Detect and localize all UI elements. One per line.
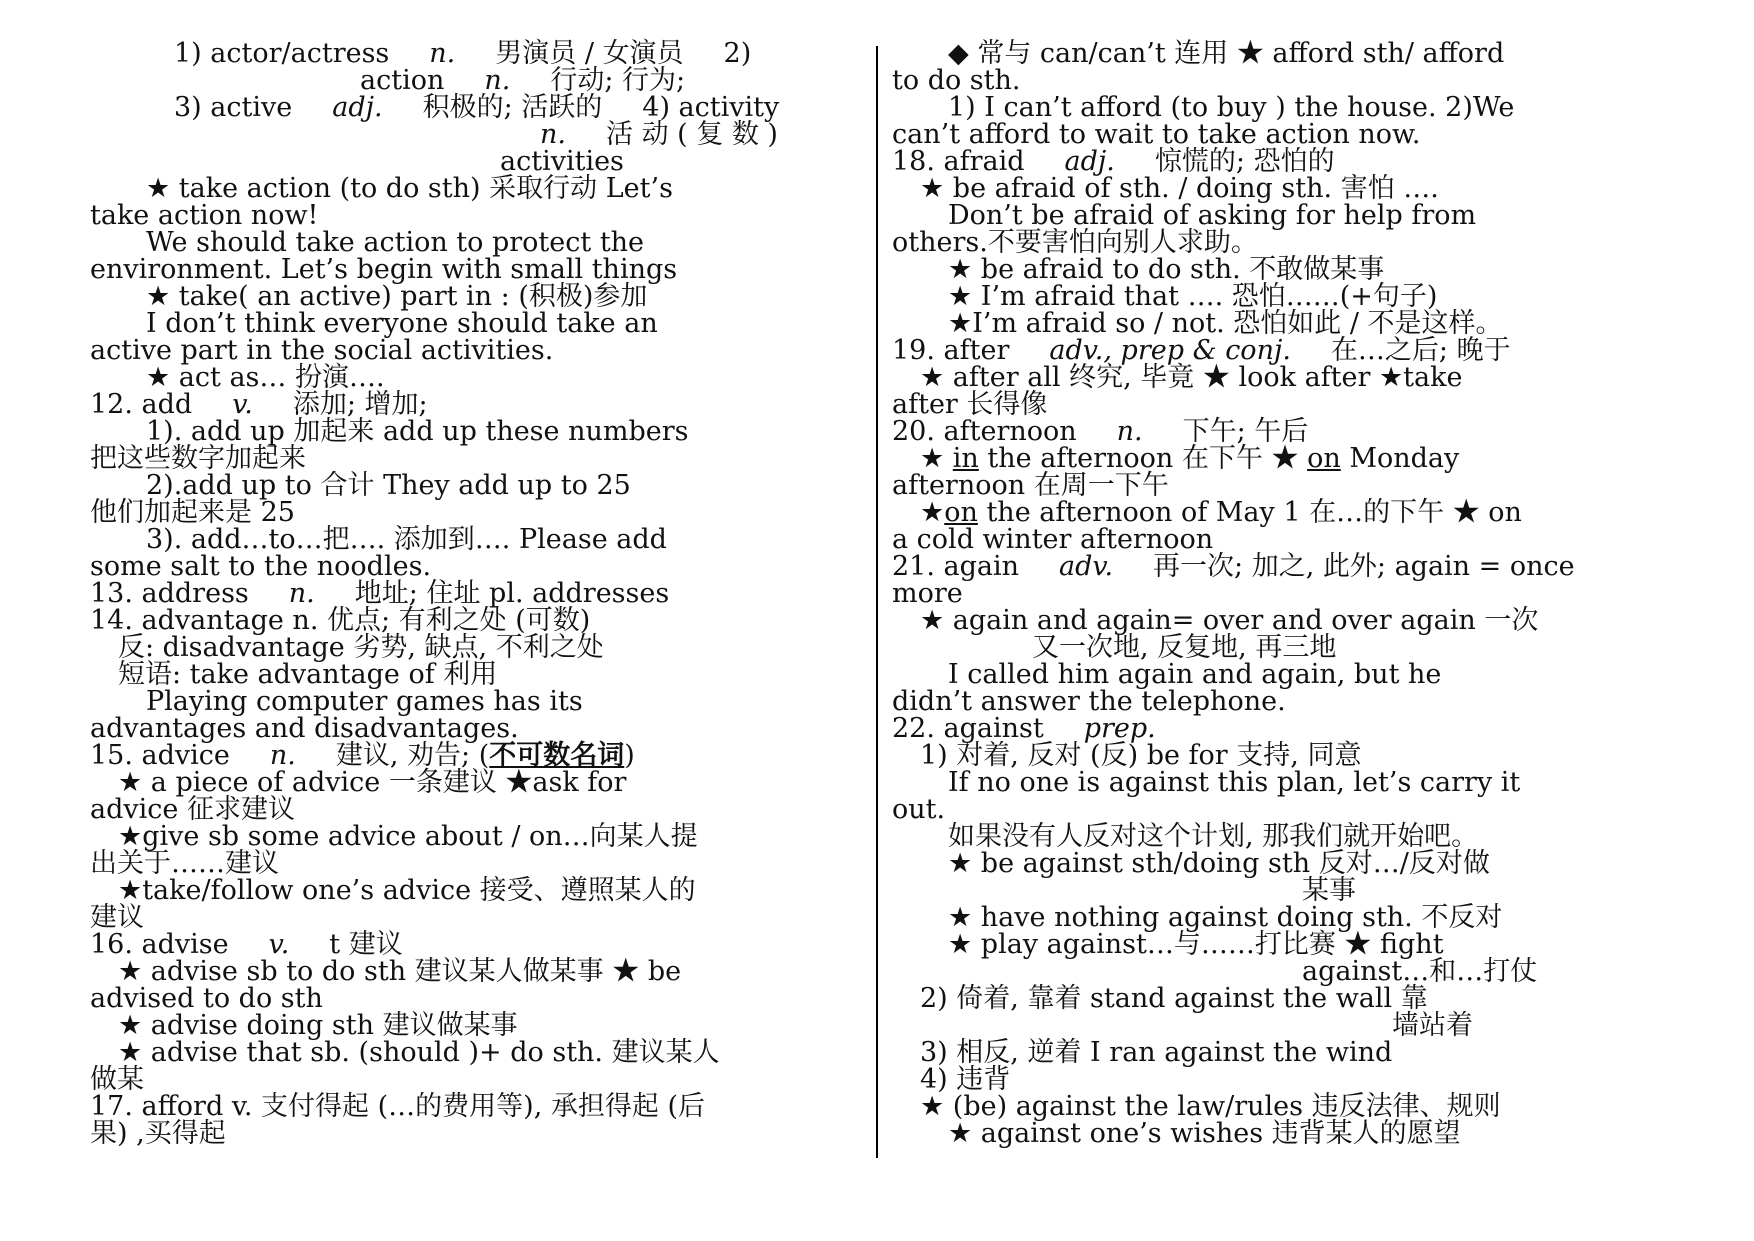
text-segment: 添加; 增加; [292, 389, 428, 420]
text-segment: 积极的; 活跃的 [422, 92, 603, 123]
text-segment: ★ (be) against the law/rules 违反法律、规则 [920, 1091, 1501, 1122]
right-line [892, 472, 1664, 499]
text-segment: 18. afraid [892, 146, 1025, 177]
right-line [892, 445, 1664, 472]
text-segment: 行动; 行为; [550, 65, 686, 96]
left-line [90, 661, 862, 688]
right-line [892, 985, 1664, 1012]
text-segment: ★ against one’s wishes 违背某人的愿望 [948, 1118, 1461, 1149]
left-line [90, 391, 862, 418]
right-line [892, 364, 1664, 391]
right-line [892, 148, 1664, 175]
right-line [892, 391, 1664, 418]
text-segment: 把这些数字加起来 [90, 443, 306, 474]
text-segment: ◆ 常与 can/can’t 连用 ★ afford sth/ afford [948, 38, 1505, 69]
text-segment: ★I’m afraid so / not. 恐怕如此 / 不是这样。 [948, 308, 1503, 339]
right-line [892, 715, 1664, 742]
text-segment: 再一次; 加之, 此外; again = once [1153, 551, 1575, 582]
right-line [892, 958, 1664, 985]
text-segment: ★ be afraid of sth. / doing sth. 害怕 …. [920, 173, 1439, 204]
right-line [892, 1039, 1664, 1066]
right-line [892, 580, 1664, 607]
text-segment: We should take action to protect the [146, 227, 645, 258]
underlined-preposition: on [944, 497, 978, 528]
right-line [892, 310, 1664, 337]
right-line [892, 256, 1664, 283]
emphasis-label: 不可数名词 [489, 740, 625, 771]
text-segment: Monday [1340, 443, 1460, 474]
part-of-speech: adv., prep & conj. [1049, 335, 1291, 366]
text-segment: I don’t think everyone should take an [146, 308, 658, 339]
left-line [90, 904, 862, 931]
text-segment: 墙站着 [1392, 1010, 1473, 1041]
text-segment: ★ after all 终究, 毕竟 ★ look after ★take [920, 362, 1463, 393]
left-line [90, 715, 862, 742]
left-line [90, 877, 862, 904]
left-line [90, 283, 862, 310]
text-segment: against…和…打仗 [1302, 956, 1538, 987]
left-line [90, 364, 862, 391]
text-segment: If no one is against this plan, let’s carry it [948, 767, 1521, 798]
left-line [90, 1012, 862, 1039]
left-line [90, 742, 862, 769]
left-line [90, 499, 862, 526]
left-line [90, 580, 862, 607]
text-segment: 4) 违背 [920, 1064, 1011, 1095]
right-line [892, 1066, 1664, 1093]
text-segment: 16. advise [90, 929, 229, 960]
text-segment: 3) active [174, 92, 293, 123]
text-segment: I called him again and again, but he [948, 659, 1442, 690]
left-line [90, 985, 862, 1012]
right-line [892, 337, 1664, 364]
text-segment: 地址; 住址 pl. addresses [354, 578, 670, 609]
text-segment: 建议 [90, 902, 144, 933]
text-segment: 2) [723, 38, 752, 69]
left-line [90, 607, 862, 634]
text-segment: ★ advise doing sth 建议做某事 [118, 1010, 518, 1041]
text-segment: 19. after [892, 335, 1010, 366]
text-segment: 4) activity [642, 92, 780, 123]
text-segment: 建议, 劝告; ( [335, 740, 490, 771]
text-segment: to do sth. [892, 65, 1021, 96]
text-segment: 1) 对着, 反对 (反) be for 支持, 同意 [920, 740, 1362, 771]
left-line [90, 229, 862, 256]
column-divider [876, 46, 878, 1158]
left-line [90, 202, 862, 229]
right-line [892, 1093, 1664, 1120]
part-of-speech: n. [484, 65, 511, 96]
text-segment: out. [892, 794, 946, 825]
right-line [892, 634, 1664, 661]
text-segment: ★ advise sb to do sth 建议某人做某事 ★ be [118, 956, 682, 987]
right-line [892, 904, 1664, 931]
text-segment: 2) 倚着, 靠着 stand against the wall 靠 [920, 983, 1428, 1014]
left-line [90, 337, 862, 364]
text-segment: 他们加起来是 25 [90, 497, 295, 528]
underlined-preposition: on [1307, 443, 1341, 474]
text-segment: environment. Let’s begin with small things [90, 254, 678, 285]
text-segment: 3). add…to…把…. 添加到…. Please add [146, 524, 667, 555]
text-segment: 惊慌的; 恐怕的 [1154, 146, 1335, 177]
text-segment: active part in the social activities. [90, 335, 554, 366]
left-line [90, 1093, 862, 1120]
text-segment: 17. afford v. 支付得起 (…的费用等), 承担得起 (后 [90, 1091, 705, 1122]
left-line [90, 769, 862, 796]
right-line [892, 94, 1664, 121]
part-of-speech: n. [288, 578, 315, 609]
left-line [90, 1066, 862, 1093]
text-segment: Playing computer games has its [146, 686, 583, 717]
text-segment: 15. advice [90, 740, 230, 771]
text-segment: 14. advantage n. 优点; 有利之处 (可数) [90, 605, 591, 636]
text-segment: ★ be afraid to do sth. 不敢做某事 [948, 254, 1385, 285]
left-line [90, 67, 862, 94]
left-line [90, 445, 862, 472]
text-segment: didn’t answer the telephone. [892, 686, 1286, 717]
right-line [892, 67, 1664, 94]
left-line [90, 472, 862, 499]
underlined-preposition: in [952, 443, 979, 474]
text-segment: ★ play against…与……打比赛 ★ fight [948, 929, 1444, 960]
part-of-speech: adj. [332, 92, 383, 123]
part-of-speech: n. [540, 119, 566, 150]
text-segment: 做某 [90, 1064, 144, 1095]
text-segment: 男演员 / 女演员 [495, 38, 684, 69]
text-segment: the afternoon 在下午 ★ [978, 443, 1308, 474]
right-line [892, 823, 1664, 850]
text-segment: some salt to the noodles. [90, 551, 432, 582]
part-of-speech: prep. [1083, 713, 1156, 744]
text-segment: ★ [920, 497, 945, 528]
right-line [892, 526, 1664, 553]
text-segment: action [360, 65, 445, 96]
text-segment: ★take/follow one’s advice 接受、遵照某人的 [118, 875, 696, 906]
text-segment: t 建议 [329, 929, 403, 960]
part-of-speech: n. [1116, 416, 1143, 447]
text-segment: 短语: take advantage of 利用 [118, 659, 498, 690]
text-segment: ★ act as… 扮演…. [146, 362, 385, 393]
right-line [892, 607, 1664, 634]
part-of-speech: adj. [1064, 146, 1115, 177]
left-line [90, 1120, 862, 1147]
left-line [90, 40, 862, 67]
text-segment: ★give sb some advice about / on…向某人提 [118, 821, 698, 852]
left-line [90, 94, 862, 121]
part-of-speech: adv. [1059, 551, 1114, 582]
text-segment: ★ take( an active) part in : (积极)参加 [146, 281, 648, 312]
left-line [90, 310, 862, 337]
text-segment: 1). add up 加起来 add up these numbers [146, 416, 689, 447]
right-line [892, 121, 1664, 148]
text-segment: ★ have nothing against doing sth. 不反对 [948, 902, 1503, 933]
left-line [90, 958, 862, 985]
left-line [90, 526, 862, 553]
right-column [892, 40, 1664, 1147]
text-segment: more [892, 578, 963, 609]
left-line [90, 796, 862, 823]
text-segment: 某事 [1302, 875, 1356, 906]
text-segment: 2).add up to 合计 They add up to 25 [146, 470, 631, 501]
right-line [892, 742, 1664, 769]
left-line [90, 688, 862, 715]
right-line [892, 1012, 1664, 1039]
part-of-speech: v. [268, 929, 290, 960]
text-segment: advised to do sth [90, 983, 323, 1014]
text-segment: ) [624, 740, 635, 771]
text-segment: 22. against [892, 713, 1044, 744]
text-segment: 活 动 ( 复 数 ) [605, 119, 778, 150]
text-segment: after 长得像 [892, 389, 1048, 420]
right-line [892, 877, 1664, 904]
text-segment: 在…之后; 晚于 [1330, 335, 1511, 366]
text-segment: 出关于……建议 [90, 848, 279, 879]
left-line [90, 175, 862, 202]
text-segment: can’t afford to wait to take action now. [892, 119, 1421, 150]
text-segment: 又一次地, 反复地, 再三地 [1032, 632, 1337, 663]
right-line [892, 418, 1664, 445]
left-line [90, 1039, 862, 1066]
left-line [90, 418, 862, 445]
text-segment: ★ be against sth/doing sth 反对…/反对做 [948, 848, 1490, 879]
text-segment: afternoon 在周一下午 [892, 470, 1169, 501]
text-segment: ★ again and again= over and over again 一次 [920, 605, 1539, 636]
right-line [892, 1120, 1664, 1147]
text-segment: ★ I’m afraid that …. 恐怕……(+句子) [948, 281, 1438, 312]
text-segment: others.不要害怕向别人求助。 [892, 227, 1258, 258]
left-line [90, 850, 862, 877]
right-line [892, 769, 1664, 796]
right-line [892, 499, 1664, 526]
right-line [892, 796, 1664, 823]
text-segment: the afternoon of May 1 在…的下午 ★ on [977, 497, 1522, 528]
text-segment: ★ take action (to do sth) 采取行动 Let’s [146, 173, 673, 204]
text-segment: take action now! [90, 200, 319, 231]
text-segment: ★ a piece of advice 一条建议 ★ask for [118, 767, 627, 798]
text-segment: a cold winter afternoon [892, 524, 1214, 555]
right-line [892, 175, 1664, 202]
right-line [892, 40, 1664, 67]
text-segment: 20. afternoon [892, 416, 1077, 447]
text-segment: Don’t be afraid of asking for help from [948, 200, 1477, 231]
part-of-speech: v. [232, 389, 253, 420]
left-line [90, 148, 862, 175]
left-line [90, 931, 862, 958]
text-segment: ★ advise that sb. (should )+ do sth. 建议某人 [118, 1037, 720, 1068]
text-segment: 如果没有人反对这个计划, 那我们就开始吧。 [948, 821, 1479, 852]
right-line [892, 931, 1664, 958]
text-segment: 反: disadvantage 劣势, 缺点, 不利之处 [118, 632, 604, 663]
right-line [892, 661, 1664, 688]
text-segment: 1) actor/actress [174, 38, 390, 69]
right-line [892, 283, 1664, 310]
right-line [892, 202, 1664, 229]
left-line [90, 823, 862, 850]
text-segment: 13. address [90, 578, 249, 609]
left-line [90, 121, 862, 148]
part-of-speech: n. [269, 740, 296, 771]
text-segment: 1) I can’t afford (to buy ) the house. 2)We [948, 92, 1515, 123]
right-line [892, 229, 1664, 256]
text-segment: advice 征求建议 [90, 794, 295, 825]
left-column [90, 40, 862, 1147]
text-segment: 12. add [90, 389, 193, 420]
text-segment: advantages and disadvantages. [90, 713, 519, 744]
text-segment: 果) ,买得起 [90, 1118, 226, 1149]
left-line [90, 553, 862, 580]
text-segment: 21. again [892, 551, 1020, 582]
left-line [90, 634, 862, 661]
text-segment: activities [500, 146, 624, 177]
part-of-speech: n. [429, 38, 456, 69]
text-segment: 下午; 午后 [1182, 416, 1309, 447]
text-segment: 3) 相反, 逆着 I ran against the wind [920, 1037, 1393, 1068]
right-line [892, 553, 1664, 580]
right-line [892, 850, 1664, 877]
left-line [90, 256, 862, 283]
text-segment: ★ [920, 443, 953, 474]
right-line [892, 688, 1664, 715]
